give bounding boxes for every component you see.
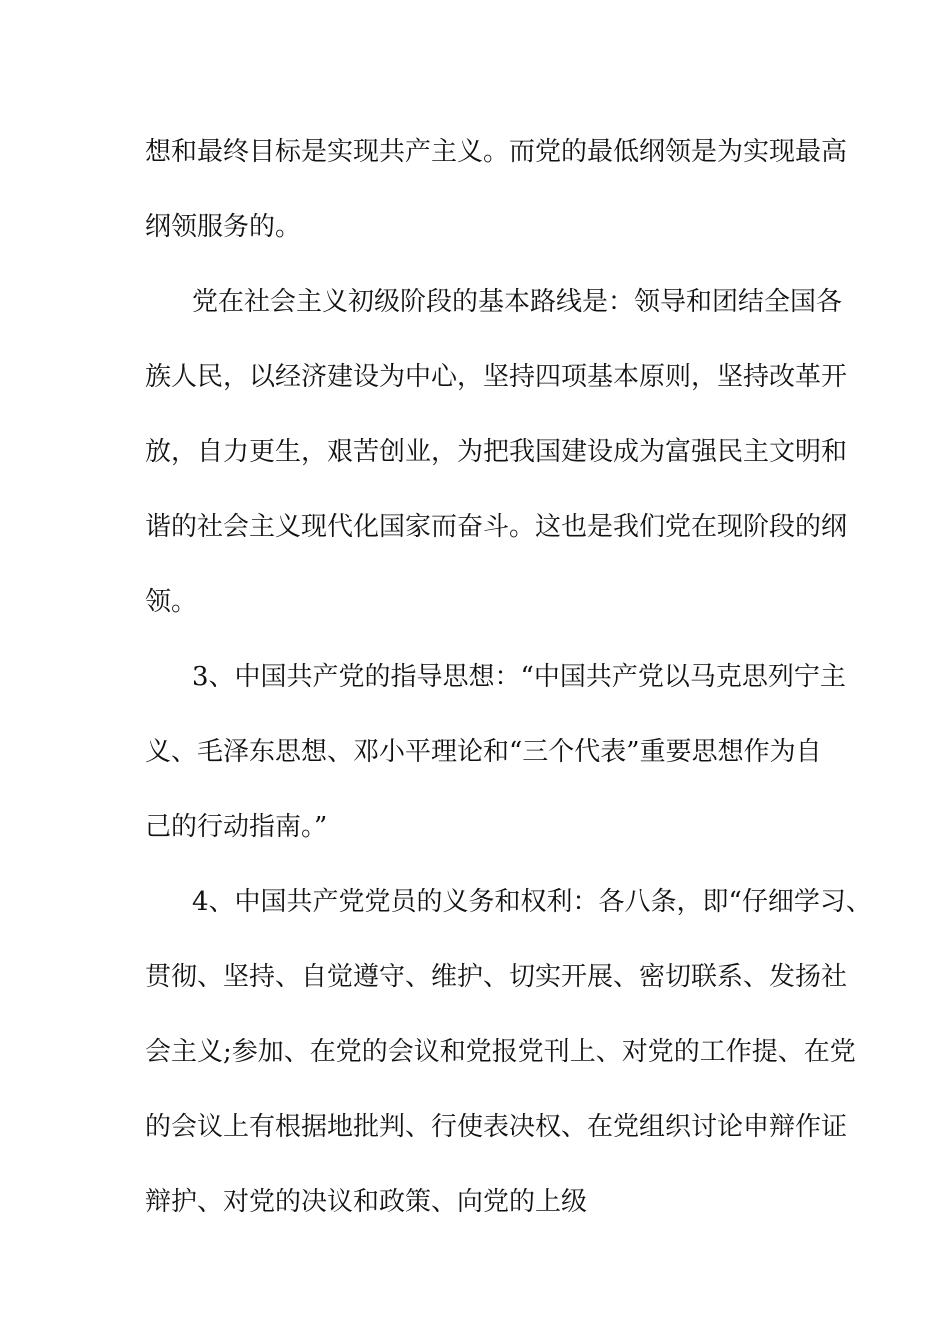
paragraph-line: 义、毛泽东思想、邓小平理论和“三个代表”重要思想作为自 [145,737,822,767]
paragraph-line: 贯彻、坚持、自觉遵守、维护、切实开展、密切联系、发扬社 [145,962,848,992]
paragraph-line: 谐的社会主义现代化国家而奋斗。这也是我们党在现阶段的纲 [145,512,848,542]
paragraph-line: 辩护、对党的决议和政策、向党的上级 [145,1187,588,1217]
paragraph-line: 族人民，以经济建设为中心，坚持四项基本原则，坚持改革开 [145,362,848,392]
paragraph-line: 的会议上有根据地批判、行使表决权、在党组织讨论申辩作证 [145,1112,848,1142]
paragraph-line: 3、中国共产党的指导思想：“中国共产党以马克思列宁主 [192,662,846,692]
paragraph-line: 纲领服务的。 [145,212,302,242]
paragraph-line: 己的行动指南。” [145,812,328,842]
paragraph-line: 会主义;参加、在党的会议和党报党刊上、对党的工作提、在党 [145,1037,856,1067]
paragraph-line: 4、中国共产党党员的义务和权利：各八条，即“仔细学习、 [192,887,872,917]
paragraph-line: 想和最终目标是实现共产主义。而党的最低纲领是为实现最高 [145,137,848,167]
paragraph-line: 放，自力更生，艰苦创业，为把我国建设成为富强民主文明和 [145,437,848,467]
paragraph-line: 领。 [145,587,198,617]
paragraph-line: 党在社会主义初级阶段的基本路线是：领导和团结全国各 [192,287,843,317]
